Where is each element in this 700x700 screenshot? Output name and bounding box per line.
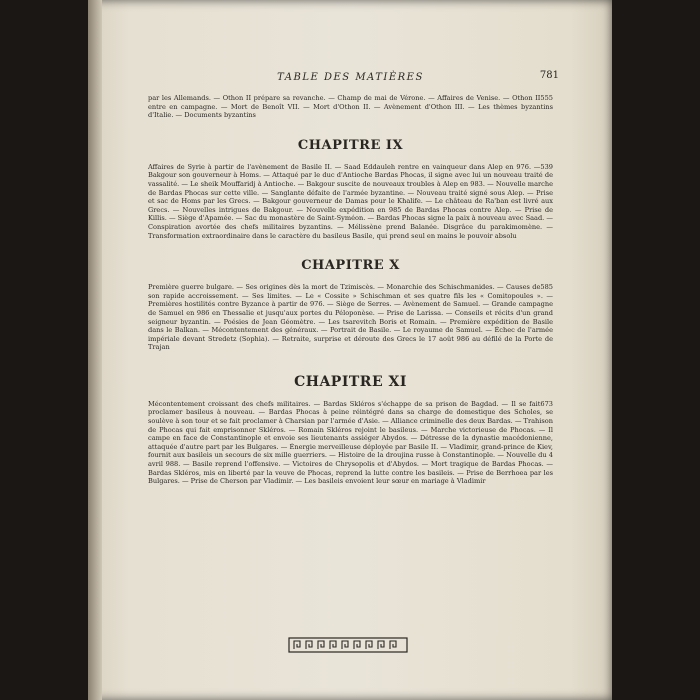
chapter-x-text: Première guerre bulgare. — Ses origines dès la mort de Tzimiscès. — Monarchie des Schischmanides. — Causes de son rapide accroissement. — Ses limites. — Le « Cossite » Schischman et ses quatre fils les « Comitopoules ». — Premières hostilités contre Byzance à partir de 976. — Siège de Serres. — Avènement de Samuel. — Grande campagne de Samuel en 986 en Thessalie et jusqu'aux portes du Péloponèse. — Prise de Larissa. — Conseils et récits d'un grand seigneur byzantin. — Poésies de Jean Géomètre. — Les tsarevitch Boris et Romain. — Première expédition de Basile dans le Balkan. — Mécontentement des généraux. — Portrait de Basile. — Le royaume de Samuel. — Échec de l'armée impériale devant Stredetz (Sophia). — Retraite, surprise et déroute des Grecs le 17 août 986 au défilé de la Porte de Trajan <box>148 283 553 352</box>
page-content <box>148 70 559 486</box>
book-page <box>88 0 612 700</box>
chapter-xi-summary <box>148 400 553 486</box>
chapter-x-summary <box>148 283 553 352</box>
chapter-xi-text: Mécontentement croissant des chefs militaires. — Bardas Skléros s'échappe de sa prison de Bagdad. — Il se fait proclamer basileus à nouveau. — Bardas Phocas à peine réintégré dans sa charge de domestique des Scholes, se soulève à son tour et se fait proclamer à Charsian par l'armée d'Asie. — Alliance criminelle des deux Bardas. — Trahison de Phocas qui fait emprisonner Skléros. — Romain Skléros rejoint le basileus. — Marche victorieuse de Phocas. — Il campe en face de Constantinople et envoie ses lieutenants assiéger Abydos. — Détresse de la dynastie macédonienne, attaquée d'autre part par les Bulgares. — Énergie merveilleuse déployée par Basile II. — Vladimir, grand-prince de Kiev, fournit aux basileis un secours de six mille guerriers. — Histoire de la droujina russe à Constantinople. — Nouvelle du 4 avril 988. — Basile reprend l'offensive. — Victoires de Chrysopolis et d'Abydos. — Mort tragique de Bardas Phocas. — Bardas Skléros, mis en liberté par la veuve de Phocas, reprend la lutte contre les basileis. — Prise de Berrhoea par les Bulgares. — Prise de Cherson par Vladimir. — Les basileis envoient leur sœur en mariage à Vladimir <box>148 399 553 486</box>
intro-paragraph <box>148 94 553 120</box>
running-head <box>148 70 559 88</box>
chapter-xi-page-ref: 673 <box>540 399 553 408</box>
greek-key-tailpiece-icon <box>288 637 408 653</box>
page-number: 781 <box>539 70 559 81</box>
page-gutter <box>88 0 102 700</box>
chapter-ix-text: Affaires de Syrie à partir de l'avènement de Basile II. — Saad Eddauleh rentre en vainqueur dans Alep en 976. — Bakgour son gouverneur à Homs. — Attaqué par le duc d'Antioche Bardas Phocas, il signe avec lui un nouveau traité de vassalité. — Le sheik Mouffaridj à Antioche. — Bakgour suscite de nouveaux troubles à Alep en 983. — Nouvelle marche de Bardas Phocas sur cette ville. — Sanglante défaite de l'armée byzantine. — Nouveau traité signé sous Alep. — Prise et sac de Homs par les Grecs. — Bakgour gouverneur de Damas pour le Khalife. — Le château de Ra'ban est livré aux Grecs. — Nouvelles intrigues de Bakgour. — Nouvelle expédition en 985 de Bardas Phocas contre Alep. — Prise de Killis. — Siège d'Apamée. — Sac du monastère de Saint-Syméon. — Bardas Phocas signe la paix à nouveau avec Saad. — Conspiration avortée des chefs militaires byzantins. — Mélissène prend Balanée. Disgrâce du parakimomène. — Transformation extraordinaire dans le caractère du basileus Basile, qui prend seul en mains le pouvoir absolu <box>148 162 553 240</box>
chapter-ix-heading: CHAPITRE IX <box>297 137 404 153</box>
chapter-x-page-ref: 585 <box>540 283 553 292</box>
chapter-x-heading: CHAPITRE X <box>301 258 400 274</box>
chapter-ix-summary <box>148 163 553 240</box>
chapter-xi-heading: CHAPITRE XI <box>294 373 407 390</box>
chapter-ix-page-ref: 539 <box>540 162 553 171</box>
running-title: TABLE DES MATIÈRES <box>277 72 424 83</box>
intro-page-ref: 555 <box>540 94 553 102</box>
intro-text: par les Allemands. — Othon II prépare sa revanche. — Champ de mai de Vérone. — Affaires de Venise. — Othon II entre en campagne. — Mort de Benoît VII. — Mort d'Othon II. — Avènement d'Othon III. — Les thèmes byzantins d'Italie. — Documents byzantins <box>148 94 553 120</box>
